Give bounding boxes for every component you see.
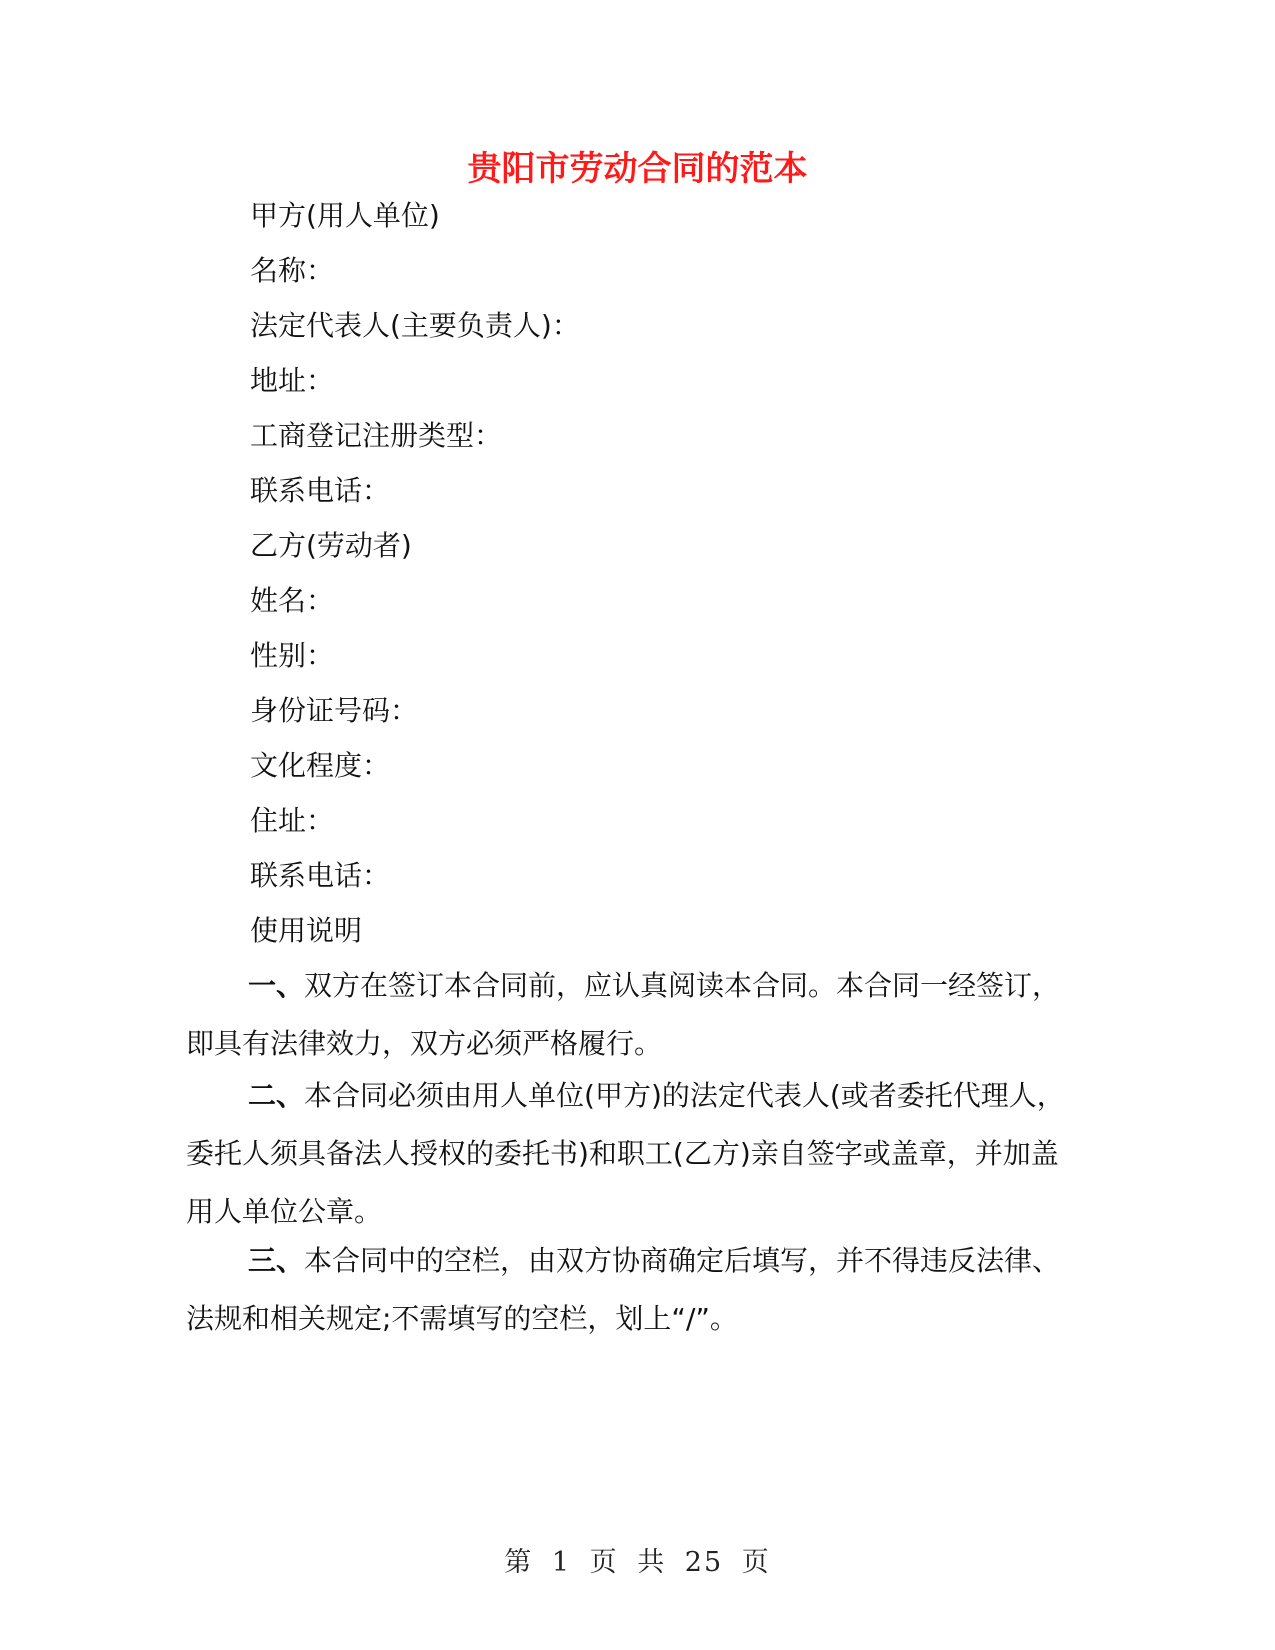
- party-a-phone-field: 联系电话：: [250, 474, 391, 507]
- instruction-text: 本合同中的空栏，由双方协商确定后填写，并不得违反法律、法规和相关规定;不需填写的空栏，划上“/”。: [186, 1244, 1061, 1335]
- instructions-heading: 使用说明: [250, 914, 363, 947]
- party-b-address-field: 住址：: [250, 804, 335, 837]
- party-b-education-field: 文化程度：: [250, 749, 391, 782]
- party-a-registration-type-field: 工商登记注册类型：: [250, 419, 503, 452]
- instruction-text: 双方在签订本合同前，应认真阅读本合同。本合同一经签订，即具有法律效力，双方必须严格履行。: [186, 969, 1061, 1060]
- party-b-name-field: 姓名：: [250, 584, 335, 617]
- party-b-gender-field: 性别：: [250, 639, 335, 672]
- instruction-number: 二、: [248, 1079, 305, 1112]
- instruction-paragraph-2: [186, 1067, 1086, 1241]
- page-number-footer: 第 1 页 共 25 页: [504, 1547, 771, 1578]
- party-a-name-field: 名称：: [250, 254, 335, 287]
- instruction-number: 一、: [248, 969, 305, 1002]
- party-a-heading: 甲方(用人单位): [250, 199, 440, 232]
- instruction-paragraph-3: [186, 1232, 1086, 1348]
- instruction-number: 三、: [248, 1244, 305, 1277]
- document-title: 贵阳市劳动合同的范本: [467, 149, 808, 189]
- instruction-text: 本合同必须由用人单位(甲方)的法定代表人(或者委托代理人，委托人须具备法人授权的委托书)和职工(乙方)亲自签字或盖章，并加盖用人单位公章。: [186, 1079, 1065, 1228]
- party-b-heading: 乙方(劳动者): [250, 529, 412, 562]
- party-b-id-number-field: 身份证号码：: [250, 694, 419, 727]
- instruction-paragraph-1: [186, 957, 1086, 1073]
- party-a-legal-rep-field: 法定代表人(主要负责人)：: [250, 309, 580, 342]
- party-b-phone-field: 联系电话：: [250, 859, 391, 892]
- party-a-address-field: 地址：: [250, 364, 335, 397]
